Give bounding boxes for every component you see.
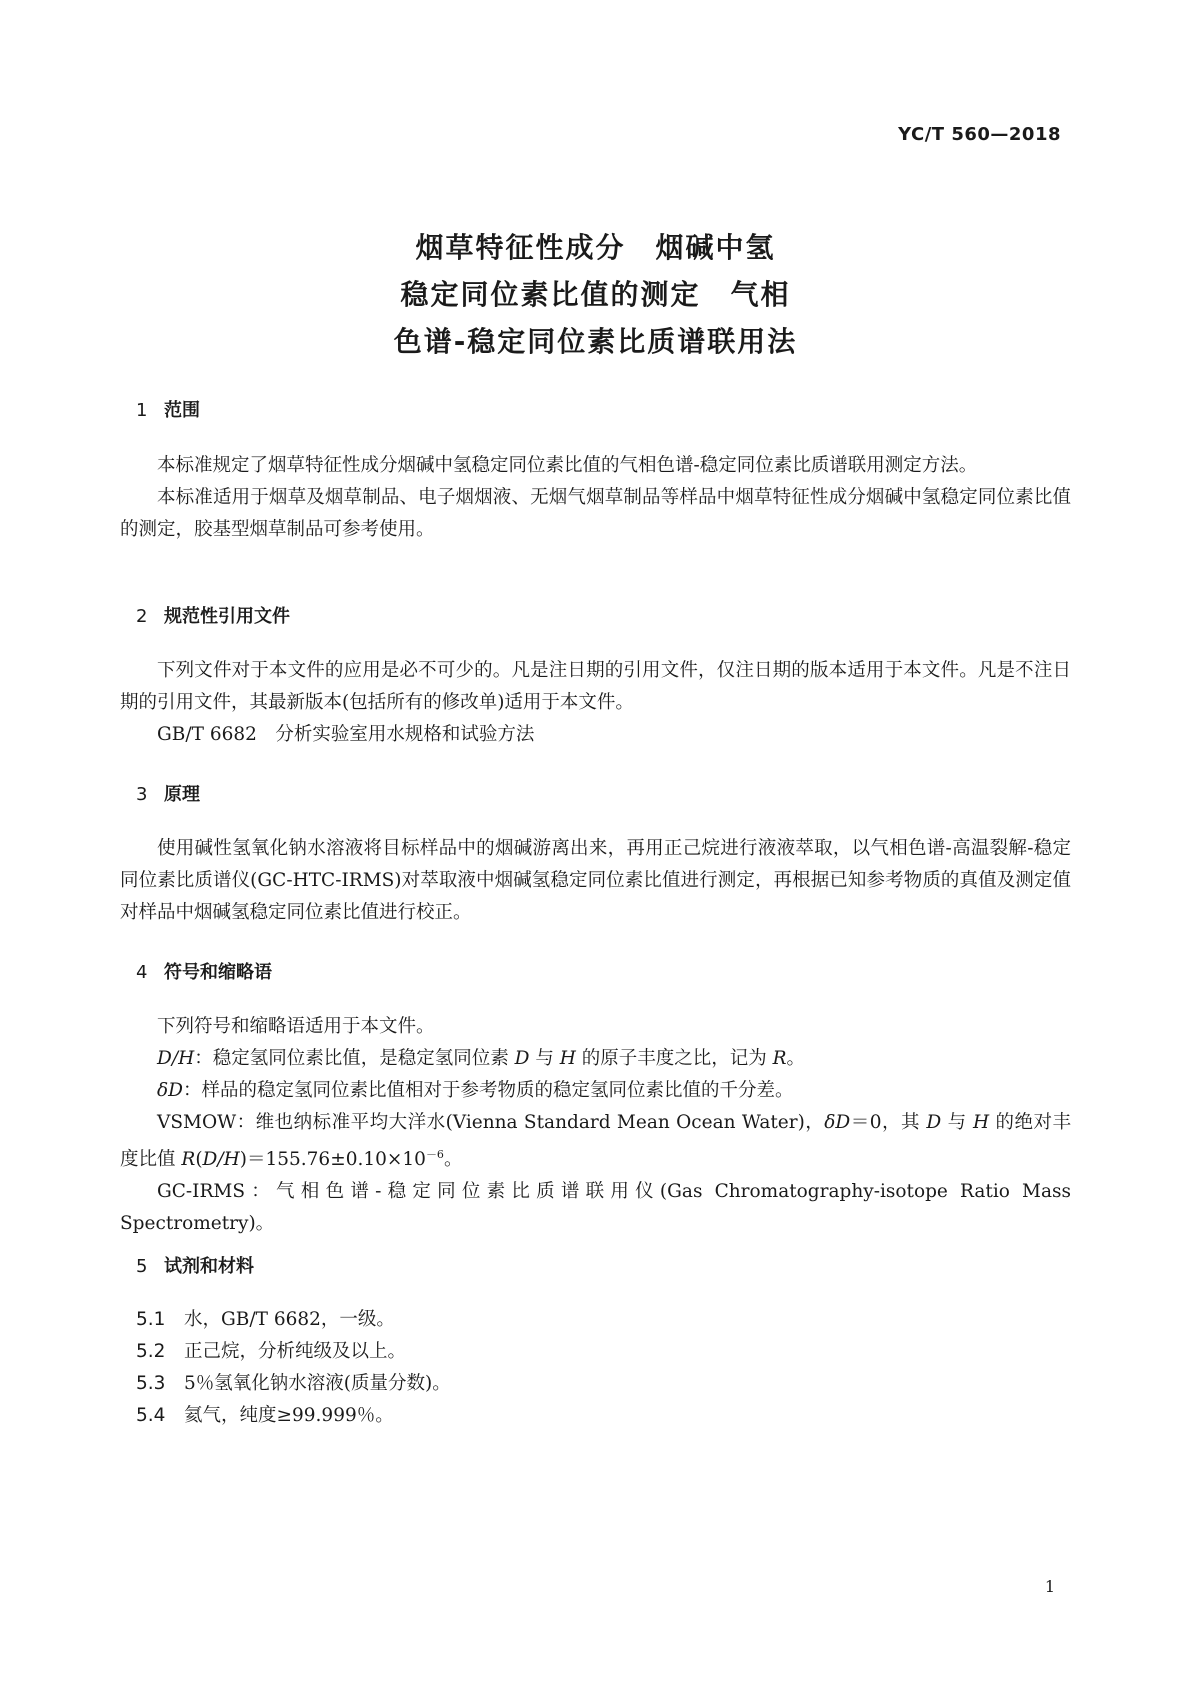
page-number: 1 — [1044, 1577, 1055, 1596]
section-number: 2 — [136, 606, 148, 627]
section-title: 范围 — [164, 400, 200, 421]
section-5-heading — [136, 1252, 254, 1278]
title-line-3: 色谱-稳定同位素比质谱联用法 — [393, 325, 798, 358]
title-line-2: 稳定同位素比值的测定 气相 — [400, 278, 791, 311]
section-2-body — [120, 655, 1071, 751]
section-1-heading — [136, 396, 200, 422]
definition-dh: D/H：稳定氢同位素比值，是稳定氢同位素 D 与 H 的原子丰度之比，记为 R。 — [157, 1048, 806, 1069]
reagent-list — [136, 1304, 451, 1432]
section-number: 5 — [136, 1256, 148, 1277]
definition-vsmow: VSMOW：维也纳标准平均大洋水(Vienna Standard Mean Ocean Water)，δD＝0，其 D 与 H 的绝对丰度比值 $R(D/H)=155.76\pm 0.10\times 10^{-6}$。 — [120, 1112, 1071, 1171]
paragraph: 本标准适用于烟草及烟草制品、电子烟烟液、无烟气烟草制品等样品中烟草特征性成分烟碱中氢稳定同位素比值的测定，胶基型烟草制品可参考使用。 — [120, 487, 1071, 540]
section-title: 符号和缩略语 — [164, 962, 272, 983]
section-title: 规范性引用文件 — [164, 606, 290, 627]
section-title: 试剂和材料 — [164, 1256, 254, 1277]
definition-gc-irms: GC-IRMS：气相色谱-稳定同位素比质谱联用仪(Gas Chromatography-isotope Ratio Mass Spectrometry)。 — [120, 1181, 1071, 1235]
section-number: 1 — [136, 400, 148, 421]
standard-code: YC/T 560—2018 — [898, 124, 1061, 145]
paragraph: 下列文件对于本文件的应用是必不可少的。凡是注日期的引用文件，仅注日期的版本适用于本文件。凡是不注日期的引用文件，其最新版本(包括所有的修改单)适用于本文件。 — [120, 660, 1071, 713]
section-title: 原理 — [164, 784, 200, 805]
section-3-body — [120, 833, 1071, 929]
paragraph: 本标准规定了烟草特征性成分烟碱中氢稳定同位素比值的气相色谱-稳定同位素比质谱联用测定方法。 — [157, 455, 978, 476]
paragraph: 使用碱性氢氧化钠水溶液将目标样品中的烟碱游离出来，再用正己烷进行液液萃取，以气相色谱-高温裂解-稳定同位素比质谱仪(GC-HTC-IRMS)对萃取液中烟碱氢稳定同位素比值进行测定，再根据已知参考物质的真值及测定值对样品中烟碱氢稳定同位素比值进行校正。 — [120, 838, 1071, 923]
list-item: 5.4 氦气，纯度≥99.999％。 — [136, 1405, 394, 1426]
list-item: 5.3 5％氢氧化钠水溶液(质量分数)。 — [136, 1373, 451, 1394]
section-2-heading — [136, 602, 290, 628]
section-number: 3 — [136, 784, 148, 805]
section-1-body — [120, 450, 1071, 546]
section-3-heading — [136, 780, 200, 806]
section-4-heading — [136, 958, 272, 984]
paragraph: 下列符号和缩略语适用于本文件。 — [157, 1016, 435, 1037]
list-item: 5.1 水，GB/T 6682，一级。 — [136, 1309, 395, 1330]
section-number: 4 — [136, 962, 148, 983]
normative-reference: GB/T 6682 分析实验室用水规格和试验方法 — [157, 724, 535, 745]
title-line-1: 烟草特征性成分 烟碱中氢 — [415, 231, 776, 264]
list-item: 5.2 正己烷，分析纯级及以上。 — [136, 1341, 407, 1362]
document-title — [0, 224, 1191, 365]
definition-delta: δD：样品的稳定氢同位素比值相对于参考物质的稳定氢同位素比值的千分差。 — [157, 1080, 794, 1101]
section-4-body — [120, 1011, 1071, 1240]
